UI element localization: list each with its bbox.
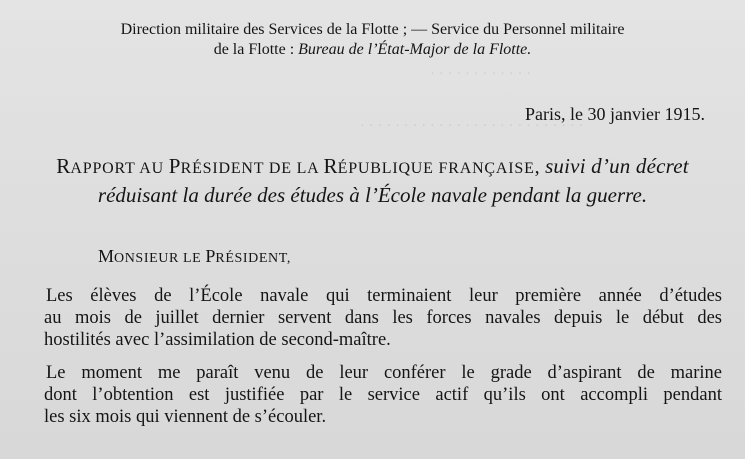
title-initial: R xyxy=(56,154,71,178)
bleed-through-text: · · · · · · · · · · · · · · · · · · · · · · · · · · xyxy=(360,118,584,134)
title-initial: R xyxy=(323,154,338,178)
header-line-2-italic: Bureau de l’État-Major de la Flotte. xyxy=(298,41,532,58)
title-smallcaps: RÉSIDENT DE LA xyxy=(180,160,324,177)
document-date: Paris, le 30 janvier 1915. xyxy=(525,104,705,124)
title-italic: suivi d’un décret xyxy=(545,154,689,178)
bleed-through-text: · · · · · · · · · · · · xyxy=(430,66,532,82)
salutation-initial: P xyxy=(205,246,216,266)
title-initial: P xyxy=(168,154,181,178)
salutation-smallcaps: ONSIEUR LE xyxy=(114,251,206,266)
paragraph-line: Le moment me paraît venu de leur conférer le grade d’aspirant de marine xyxy=(46,363,722,383)
salutation xyxy=(98,246,291,267)
salutation-initial: M xyxy=(98,246,115,266)
paragraph-line: dont l’obtention est justifiée par le service actif qu’ils ont accompli pendant xyxy=(44,385,722,405)
report-title-line-1 xyxy=(20,152,725,183)
paragraph-line: hostilités avec l’assimilation de second-maître. xyxy=(44,330,391,350)
header-line-1: Direction militaire des Services de la Flotte ; — Service du Personnel militaire xyxy=(120,21,625,38)
paragraph-line: les six mois qui viennent de s’écouler. xyxy=(44,407,327,427)
salutation-smallcaps: RÉSIDENT, xyxy=(215,251,291,266)
header-line-2 xyxy=(20,40,725,60)
header-line-2-prefix: de la Flotte : xyxy=(213,41,299,58)
report-title-line-2: réduisant la durée des études à l’École navale pendant la guerre. xyxy=(97,183,648,207)
paragraph-line: Les élèves de l’École navale qui terminaient leur première année d’études xyxy=(46,286,722,306)
title-comma: , xyxy=(534,156,546,178)
paragraph-line: au mois de juillet dernier servent dans les forces navales depuis le début des xyxy=(44,308,722,328)
title-smallcaps: ÉPUBLIQUE FRANÇAISE xyxy=(337,160,535,177)
title-smallcaps: APPORT AU xyxy=(70,160,169,177)
